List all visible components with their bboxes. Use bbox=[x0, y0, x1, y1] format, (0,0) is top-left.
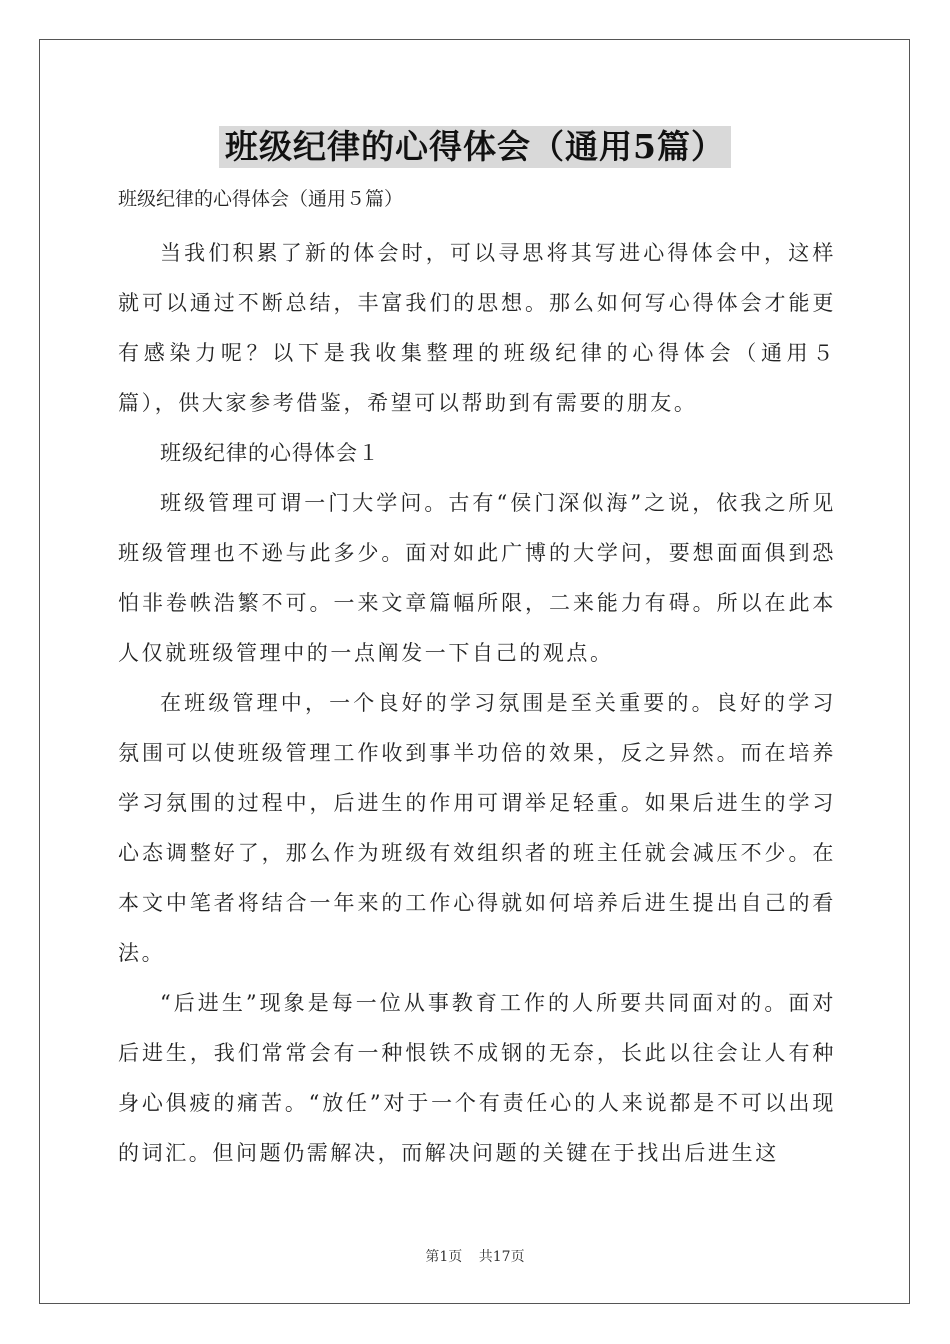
document-title: 班级纪律的心得体会（通用5篇） bbox=[219, 126, 731, 168]
document-body bbox=[118, 228, 836, 1178]
paragraph: 在班级管理中，一个良好的学习氛围是至关重要的。良好的学习氛围可以使班级管理工作收到事半功倍的效果，反之异然。而在培养学习氛围的过程中，后进生的作用可谓举足轻重。如果后进生的学习心态调整好了，那么作为班级有效组织者的班主任就会减压不少。在本文中笔者将结合一年来的工作心得就如何培养后进生提出自己的看法。 bbox=[118, 691, 836, 965]
section-heading: 班级纪律的心得体会１ bbox=[160, 441, 380, 465]
paragraph-intro: 当我们积累了新的体会时，可以寻思将其写进心得体会中，这样就可以通过不断总结，丰富我们的思想。那么如何写心得体会才能更有感染力呢？以下是我收集整理的班级纪律的心得体会（通用５篇），供大家参考借鉴，希望可以帮助到有需要的朋友。 bbox=[118, 241, 836, 415]
paragraph: 班级管理可谓一门大学问。古有“侯门深似海”之说，依我之所见班级管理也不逊与此多少。面对如此广博的大学问，要想面面俱到恐怕非卷帙浩繁不可。一来文章篇幅所限，二来能力有碍。所以在此本人仅就班级管理中的一点阐发一下自己的观点。 bbox=[118, 491, 836, 665]
page-total: 共17页 bbox=[478, 1249, 525, 1265]
document-subtitle: 班级纪律的心得体会（通用５篇） bbox=[118, 188, 404, 210]
page-number: 第1页 bbox=[425, 1249, 463, 1265]
title-container bbox=[0, 126, 950, 168]
paragraph: “后进生”现象是每一位从事教育工作的人所要共同面对的。面对后进生，我们常常会有一种恨铁不成钢的无奈，长此以往会让人有种身心俱疲的痛苦。“放任”对于一个有责任心的人来说都是不可以出现的词汇。但问题仍需解决，而解决问题的关键在于找出后进生这 bbox=[118, 991, 836, 1165]
page-footer bbox=[0, 1247, 950, 1267]
